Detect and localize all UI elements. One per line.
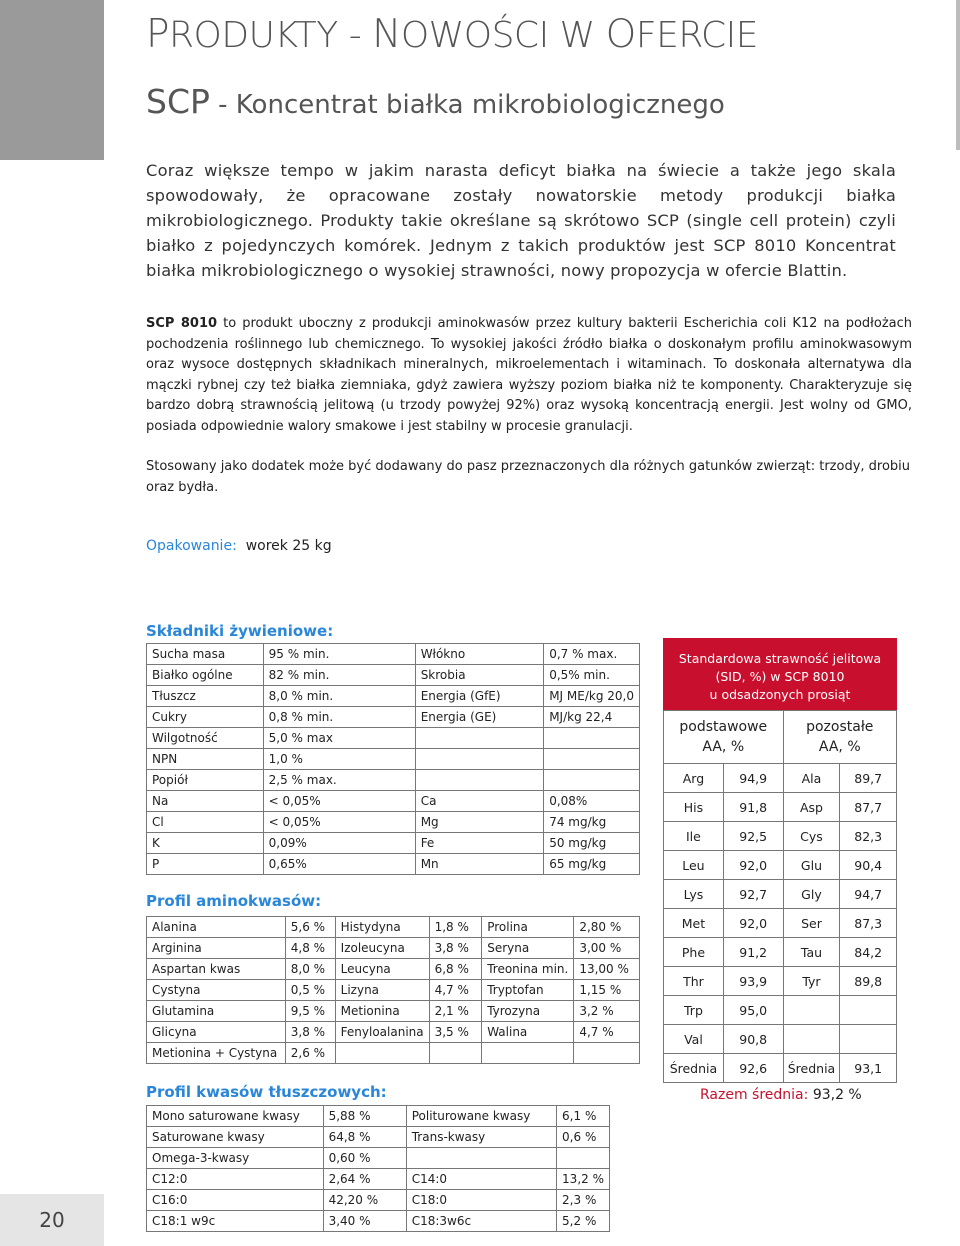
table-row [147,812,640,833]
table-cell: 4,8 % [285,938,335,959]
table-cell: 91,8 [723,793,783,822]
table-cell: Politurowane kwasy [406,1106,556,1127]
table-cell: Glicyna [147,1022,286,1043]
table-cell: Mg [415,812,544,833]
table-cell [482,1043,574,1064]
table-cell: Ser [783,909,840,938]
table-cell: 94,9 [723,764,783,793]
table-cell: 5,2 % [557,1211,610,1232]
table-cell [544,728,640,749]
table-cell: Cys [783,822,840,851]
table-cell: C18:0 [406,1190,556,1211]
table-cell: Phe [664,938,724,967]
table-cell: 92,5 [723,822,783,851]
table-row [147,980,640,1001]
table-cell: 93,9 [723,967,783,996]
table-cell [840,996,897,1025]
table-cell: 42,20 % [323,1190,406,1211]
table-cell: C16:0 [147,1190,324,1211]
table-row [147,1169,610,1190]
table-cell: Trans-kwasy [406,1127,556,1148]
packaging-value: worek 25 kg [245,538,332,554]
table-cell: 0,6 % [557,1127,610,1148]
table-cell: Cl [147,812,264,833]
table-cell: Cukry [147,707,264,728]
table-cell [429,1043,482,1064]
table-cell: 2,80 % [574,917,640,938]
table-cell: 5,88 % [323,1106,406,1127]
table-cell: C18:1 w9c [147,1211,324,1232]
table-cell: Histydyna [335,917,429,938]
table-cell: 3,8 % [285,1022,335,1043]
table-cell [544,770,640,791]
table-cell: C14:0 [406,1169,556,1190]
table-cell: C18:3w6c [406,1211,556,1232]
table-cell: Lys [664,880,724,909]
table-cell: 0,8 % min. [263,707,415,728]
table-cell [783,1025,840,1054]
table-cell [415,728,544,749]
table-cell: 13,2 % [557,1169,610,1190]
table-cell: Saturowane kwasy [147,1127,324,1148]
table-cell: C12:0 [147,1169,324,1190]
table-cell: Włókno [415,644,544,665]
table-row [147,749,640,770]
right-edge-bar [956,0,960,150]
table-cell: 95 % min. [263,644,415,665]
table-row [147,1148,610,1169]
table-row [664,851,897,880]
digestibility-header: Standardowa strawność jelitowa (SID, %) w SCP 8010 u odsadzonych prosiąt [663,638,897,710]
table-cell: 2,3 % [557,1190,610,1211]
table-cell: 92,0 [723,909,783,938]
table-cell: 3,40 % [323,1211,406,1232]
table-cell: 0,08% [544,791,640,812]
table-cell: 6,1 % [557,1106,610,1127]
table-cell: 3,8 % [429,938,482,959]
table-cell: 3,2 % [574,1001,640,1022]
table-cell: Met [664,909,724,938]
table-cell: 92,6 [723,1054,783,1083]
table-cell: 6,8 % [429,959,482,980]
table-cell: 3,00 % [574,938,640,959]
table-cell: < 0,05% [263,812,415,833]
table-cell: Fenyloalanina [335,1022,429,1043]
table-cell: 50 mg/kg [544,833,640,854]
table-cell: 93,1 [840,1054,897,1083]
total-average [700,1087,862,1103]
table-cell: 4,7 % [574,1022,640,1043]
table-cell: Walina [482,1022,574,1043]
table-cell: Tyrozyna [482,1001,574,1022]
total-average-label: Razem średnia: [700,1087,809,1103]
table-cell: Aspartan kwas [147,959,286,980]
table-cell [783,996,840,1025]
table-row [147,665,640,686]
table-cell: His [664,793,724,822]
table-row [664,967,897,996]
table-cell: Na [147,791,264,812]
table-row [147,728,640,749]
table-cell: 1,15 % [574,980,640,1001]
table-row [147,959,640,980]
table-cell [406,1148,556,1169]
table-cell: Izoleucyna [335,938,429,959]
page-number: 20 [39,1208,65,1232]
table-cell: Tłuszcz [147,686,264,707]
table-cell: 0,60 % [323,1148,406,1169]
table-cell: Arg [664,764,724,793]
table-cell: 65 mg/kg [544,854,640,875]
table-cell: 8,0 % [285,959,335,980]
fatty-acids-title: Profil kwasów tłuszczowych: [146,1083,387,1101]
table-cell: Mono saturowane kwasy [147,1106,324,1127]
table-cell: Asp [783,793,840,822]
table-cell: Ala [783,764,840,793]
table-cell: 0,09% [263,833,415,854]
table-cell: 2,6 % [285,1043,335,1064]
table-row [147,1001,640,1022]
table-cell: Lizyna [335,980,429,1001]
table-cell: Skrobia [415,665,544,686]
table-cell: Białko ogólne [147,665,264,686]
table-cell: 74 mg/kg [544,812,640,833]
table-row [147,686,640,707]
table-cell [557,1148,610,1169]
table-cell: 4,7 % [429,980,482,1001]
table-row [664,1025,897,1054]
table-row [147,854,640,875]
table-cell: 90,8 [723,1025,783,1054]
table-row [664,880,897,909]
table-cell [415,770,544,791]
table-cell: 5,6 % [285,917,335,938]
col-basic-header: podstawowe AA, % [664,711,784,764]
fatty-acids-table [146,1105,610,1232]
table-row [147,1211,610,1232]
amino-table [146,916,640,1064]
table-row [664,822,897,851]
table-cell: Ca [415,791,544,812]
table-cell: NPN [147,749,264,770]
table-row [147,707,640,728]
table-row [664,793,897,822]
table-cell: Popiół [147,770,264,791]
table-cell: 0,5 % [285,980,335,1001]
table-cell: Alanina [147,917,286,938]
table-row [147,1106,610,1127]
table-cell: 95,0 [723,996,783,1025]
description-paragraph: SCP 8010 to produkt uboczny z produkcji aminokwasów przez kultury bakterii Escherichia coli K12 na podłożach pochodzenia roślinnego lub chemicznego. To wysokiej jakości źródło białka o doskonałym profilu aminokwasowym oraz wysoce dostępnych składnikach mineralnych, mikroelementach i witaminach. To doskonała alternatywa dla mączki rybnej czy też białka ziemniaka, gdyż zawiera wyższy poziom białka niż te komponenty. Charakteryzuje się bardzo dobrą strawnością jelitową (u trzody powyżej 92%) oraz wysoką koncentracją energii. Jest wolny od GMO, posiada odpowiednie walory smakowe i jest stabilny w procesie granulacji. [146,316,913,434]
digestibility-table [663,710,897,1083]
intro-paragraph: Coraz większe tempo w jakim narasta deficyt białka na świecie a także jego skala spowodowały, że opracowane zostały nowatorskie metody produkcji białka mikrobiologicznego. Produkty takie określane są skrótowo SCP (single cell protein) czyli białko z pojedynczych komórek. Jednym z takich produktów jest SCP 8010 Koncentrat białka mikrobiologicznego o wysokiej strawności, nowy propozycja w ofercie Blattin. [146,161,896,280]
table-cell: MJ ME/kg 20,0 [544,686,640,707]
table-cell: Leu [664,851,724,880]
table-cell: Trp [664,996,724,1025]
table-cell: 5,0 % max [263,728,415,749]
table-cell: 87,3 [840,909,897,938]
table-cell: 82 % min. [263,665,415,686]
table-row [147,770,640,791]
page-subtitle: SCP - Koncentrat białka mikrobiologicznego [146,82,725,121]
page-title: PRODUKTY - NOWOŚCI W OFERCIE [146,12,759,57]
side-bar-top [0,0,104,160]
table-cell: Sucha masa [147,644,264,665]
table-cell: 9,5 % [285,1001,335,1022]
table-cell: 90,4 [840,851,897,880]
table-cell: Tau [783,938,840,967]
table-cell: Tryptofan [482,980,574,1001]
table-cell: Seryna [482,938,574,959]
table-cell: 91,2 [723,938,783,967]
table-cell: 2,64 % [323,1169,406,1190]
table-cell: 84,2 [840,938,897,967]
table-cell: 0,5% min. [544,665,640,686]
table-cell: < 0,05% [263,791,415,812]
table-cell: Prolina [482,917,574,938]
table-row [147,917,640,938]
table-cell [415,749,544,770]
table-cell [335,1043,429,1064]
table-cell: 1,8 % [429,917,482,938]
table-cell: Metionina + Cystyna [147,1043,286,1064]
nutrients-title: Składniki żywieniowe: [146,622,334,640]
table-cell: Mn [415,854,544,875]
table-row [147,644,640,665]
table-row [147,1127,610,1148]
nutrients-table [146,643,640,875]
table-cell: 3,5 % [429,1022,482,1043]
table-cell: 8,0 % min. [263,686,415,707]
table-row [664,938,897,967]
table-cell: Glu [783,851,840,880]
table-cell: Treonina min. [482,959,574,980]
table-row [147,1190,610,1211]
table-cell: Energia (GfE) [415,686,544,707]
table-cell: K [147,833,264,854]
table-cell: Metionina [335,1001,429,1022]
table-cell: 2,1 % [429,1001,482,1022]
packaging-label: Opakowanie: [146,538,237,554]
table-cell [544,749,640,770]
col-other-header: pozostałe AA, % [783,711,896,764]
table-cell: 82,3 [840,822,897,851]
table-row [147,1022,640,1043]
table-cell: Gly [783,880,840,909]
digestibility-box [663,638,897,1078]
table-row [147,1043,640,1064]
table-row [147,791,640,812]
table-row [664,764,897,793]
table-cell: Tyr [783,967,840,996]
table-cell: Val [664,1025,724,1054]
usage-paragraph: Stosowany jako dodatek może być dodawany do pasz przeznaczonych dla różnych gatunków zwierząt: trzody, drobiu oraz bydła. [146,459,911,495]
table-cell: 87,7 [840,793,897,822]
table-row [664,996,897,1025]
table-cell: Wilgotność [147,728,264,749]
table-cell: Arginina [147,938,286,959]
table-cell: Fe [415,833,544,854]
table-row [147,833,640,854]
amino-title: Profil aminokwasów: [146,892,322,910]
table-cell: Cystyna [147,980,286,1001]
table-cell: Ile [664,822,724,851]
table-row [147,938,640,959]
table-cell: Thr [664,967,724,996]
table-cell: 0,7 % max. [544,644,640,665]
table-cell: 92,7 [723,880,783,909]
table-cell: 1,0 % [263,749,415,770]
table-cell: Średnia [664,1054,724,1083]
table-cell: Omega-3-kwasy [147,1148,324,1169]
table-cell: MJ/kg 22,4 [544,707,640,728]
table-cell: 64,8 % [323,1127,406,1148]
table-cell [574,1043,640,1064]
table-row [664,909,897,938]
table-cell: 0,65% [263,854,415,875]
table-cell: Energia (GE) [415,707,544,728]
table-cell: 89,7 [840,764,897,793]
table-cell: Średnia [783,1054,840,1083]
packaging [146,538,332,554]
table-row [664,1054,897,1083]
table-cell: 89,8 [840,967,897,996]
table-cell: 13,00 % [574,959,640,980]
table-cell: P [147,854,264,875]
table-cell: 94,7 [840,880,897,909]
table-cell: 92,0 [723,851,783,880]
table-cell: 2,5 % max. [263,770,415,791]
table-cell: Glutamina [147,1001,286,1022]
table-cell: Leucyna [335,959,429,980]
total-average-value: 93,2 % [812,1087,862,1103]
table-cell [840,1025,897,1054]
product-name: SCP 8010 [146,316,218,331]
